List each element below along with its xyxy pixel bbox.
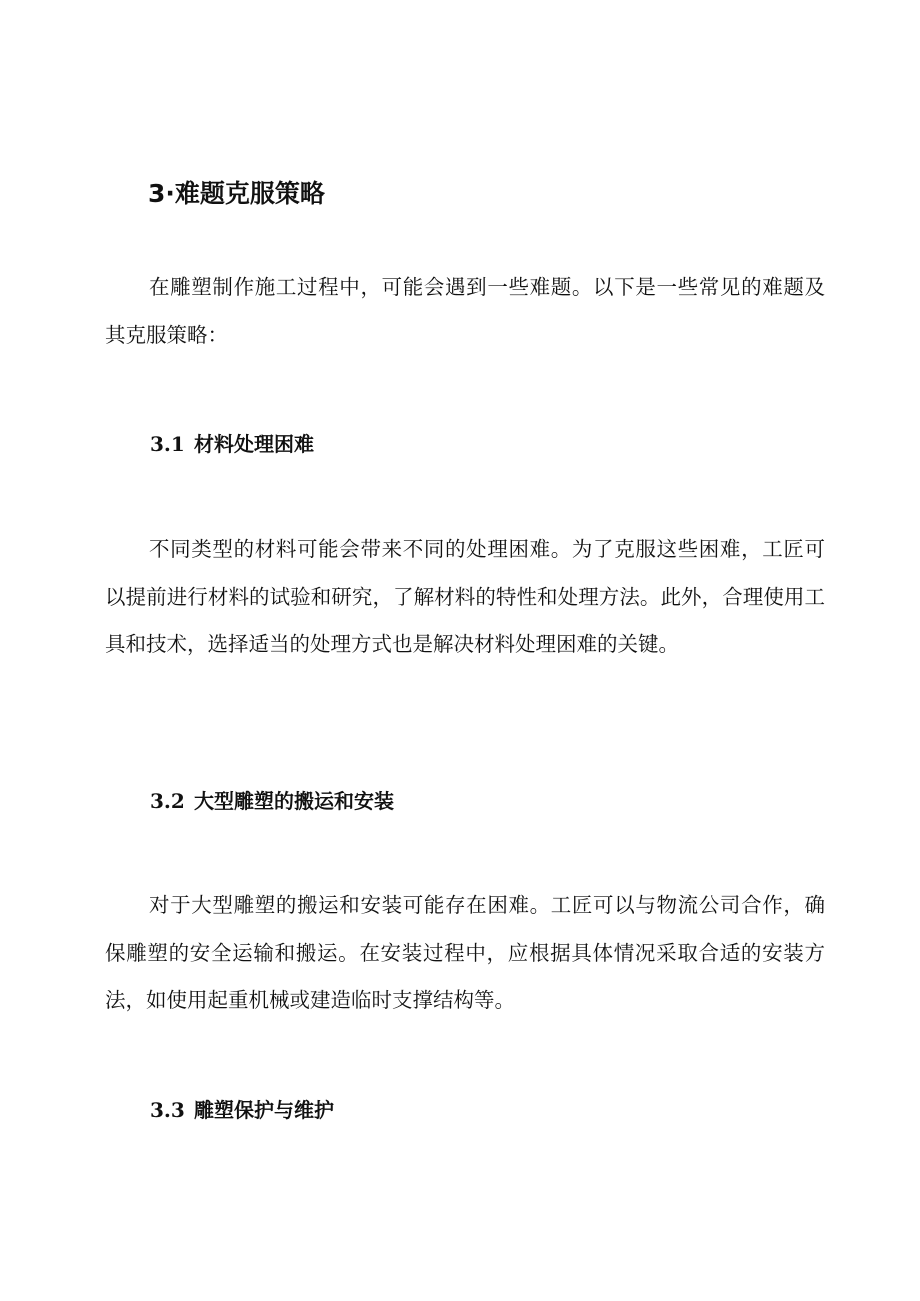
section-heading: 3·难题克服策略 [148, 179, 325, 208]
paragraph-3-2: 对于大型雕塑的搬运和安装可能存在困难。工匠可以与物流公司合作，确保雕塑的安全运输和搬运。在安装过程中，应根据具体情况采取合适的安装方法，如使用起重机械或建造临时支撑结构等。 [105, 893, 825, 1012]
subsection-number: 3.1 [150, 432, 185, 456]
paragraph-3-1: 不同类型的材料可能会带来不同的处理困难。为了克服这些困难，工匠可以提前进行材料的试验和研究，了解材料的特性和处理方法。此外，合理使用工具和技术，选择适当的处理方式也是解决材料处理困难的关键。 [105, 537, 825, 656]
subsection-title: 大型雕塑的搬运和安装 [194, 789, 394, 813]
subsection-heading-3-1 [150, 428, 314, 460]
subsection-number: 3.2 [150, 789, 185, 813]
subsection-heading-3-2 [150, 785, 394, 817]
subsection-heading-3-3 [150, 1094, 334, 1126]
subsection-number: 3.3 [150, 1098, 185, 1122]
intro-paragraph: 在雕塑制作施工过程中，可能会遇到一些难题。以下是一些常见的难题及其克服策略： [105, 275, 825, 347]
subsection-title: 雕塑保护与维护 [194, 1098, 334, 1122]
subsection-title: 材料处理困难 [194, 432, 314, 456]
